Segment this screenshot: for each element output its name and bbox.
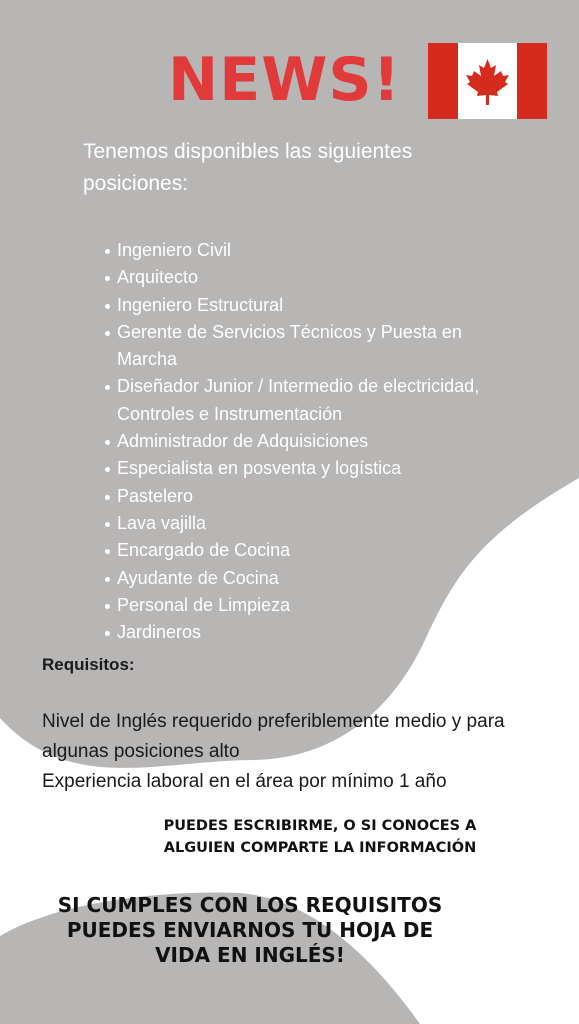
list-item: Ayudante de Cocina bbox=[117, 565, 507, 592]
share-line-2: ALGUIEN COMPARTE LA INFORMACIÓN bbox=[163, 840, 477, 856]
list-item: Ingeniero Estructural bbox=[117, 292, 507, 319]
list-item: Especialista en posventa y logística bbox=[117, 455, 507, 482]
intro-text bbox=[83, 136, 523, 200]
list-item: Personal de Limpieza bbox=[117, 592, 507, 619]
apply-line-2: PUEDES ENVIARNOS TU HOJA DE bbox=[66, 918, 434, 942]
list-item: Pastelero bbox=[117, 483, 507, 510]
positions-list bbox=[117, 237, 507, 646]
list-item: Arquitecto bbox=[117, 264, 507, 291]
list-item: Gerente de Servicios Técnicos y Puesta en Marcha bbox=[117, 319, 507, 374]
apply-line-1: SI CUMPLES CON LOS REQUISITOS bbox=[57, 893, 443, 917]
news-headline: NEWS! bbox=[168, 45, 401, 115]
list-item: Administrador de Adquisiciones bbox=[117, 428, 507, 455]
apply-call-to-action bbox=[40, 893, 460, 968]
list-item: Encargado de Cocina bbox=[117, 537, 507, 564]
apply-line-3: VIDA EN INGLÉS! bbox=[155, 943, 345, 967]
share-call-to-action bbox=[130, 815, 510, 859]
list-item: Jardineros bbox=[117, 619, 507, 646]
intro-line-2: posiciones: bbox=[83, 172, 189, 195]
list-item: Lava vajilla bbox=[117, 510, 507, 537]
requirements-text bbox=[42, 707, 562, 797]
experience-requirement: Experiencia laboral en el área por mínimo 1 año bbox=[42, 771, 447, 792]
canada-flag-icon bbox=[428, 43, 547, 119]
list-item: Ingeniero Civil bbox=[117, 237, 507, 264]
list-item: Diseñador Junior / Intermedio de electricidad, Controles e Instrumentación bbox=[117, 373, 507, 428]
requirements-title: Requisitos: bbox=[42, 655, 135, 674]
intro-line-1: Tenemos disponibles las siguientes bbox=[83, 140, 413, 163]
share-line-1: PUEDES ESCRIBIRME, O SI CONOCES A bbox=[163, 818, 477, 834]
english-level-requirement: Nivel de Inglés requerido preferiblemente medio y para algunas posiciones alto bbox=[42, 711, 505, 762]
